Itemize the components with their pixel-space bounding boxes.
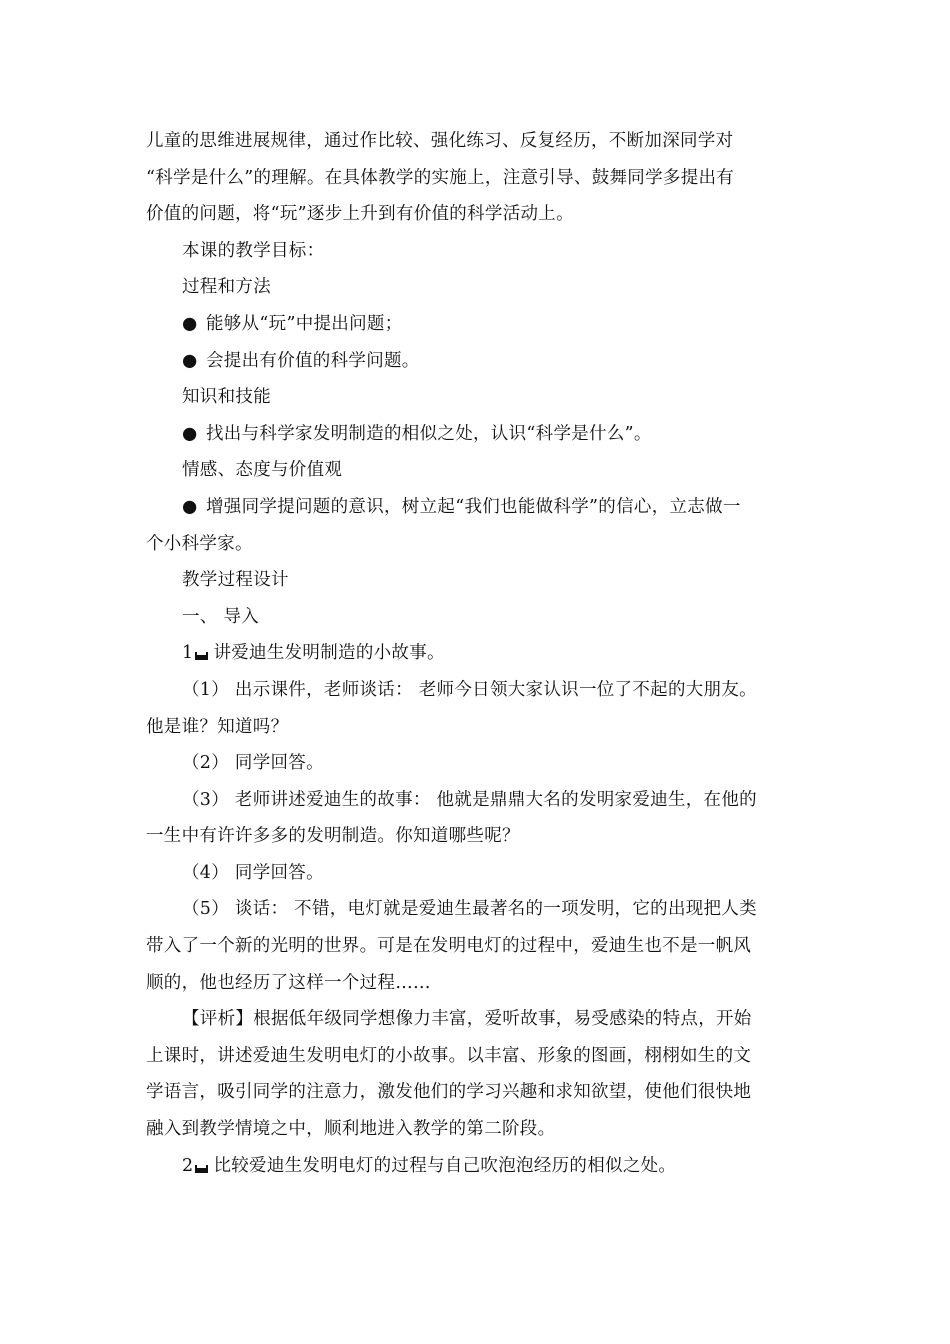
- commentary-line: 【评析】根据低年级同学想像力丰富，爱听故事，易受感染的特点，开始: [182, 1009, 752, 1030]
- bullet-icon: ●: [182, 496, 198, 517]
- commentary-line: 学语言，吸引同学的注意力，激发他们的学习兴趣和求知欲望，使他们很快地: [146, 1082, 752, 1103]
- paragraph-line: （4） 同学回答。: [182, 862, 324, 883]
- bullet-icon: ●: [182, 350, 198, 371]
- step-item: [146, 1148, 806, 1185]
- subheading-emotion-values: 情感、态度与价值观: [182, 460, 343, 481]
- bullet-item: [146, 416, 806, 453]
- subheading-process-methods: 过程和方法: [182, 277, 271, 298]
- section-heading-introduction: 一、 导入: [182, 606, 260, 627]
- blank-mark-icon: [195, 655, 208, 660]
- paragraph-line: （3） 老师讲述爱迪生的故事： 他就是鼎鼎大名的发明家爱迪生，在他的: [182, 789, 757, 810]
- document-body: [146, 123, 806, 1184]
- paragraph-line: 带入了一个新的光明的世界。可是在发明电灯的过程中，爱迪生也不是一帆风: [146, 936, 752, 957]
- paragraph-line: 他是谁？知道吗？: [146, 716, 289, 737]
- section-heading-teaching-process: 教学过程设计: [182, 570, 289, 591]
- bullet-text: 能够从“玩”中提出问题；: [206, 313, 403, 334]
- bullet-icon: ●: [182, 423, 198, 444]
- bullet-text: 增强同学提问题的意识，树立起“我们也能做科学”的信心，立志做一: [206, 496, 741, 517]
- paragraph-line: 一生中有许许多多的发明制造。你知道哪些呢？: [146, 826, 520, 847]
- step-item: [146, 635, 806, 672]
- paragraph-line: 个小科学家。: [146, 533, 253, 554]
- bullet-item: [146, 489, 806, 526]
- bullet-text: 会提出有价值的科学问题。: [206, 350, 420, 371]
- bullet-text: 找出与科学家发明制造的相似之处，认识“科学是什么”。: [206, 423, 652, 444]
- commentary-line: 上课时，讲述爱迪生发明电灯的小故事。以丰富、形象的图画，栩栩如生的文: [146, 1045, 752, 1066]
- commentary-line: 融入到教学情境之中，顺利地进入教学的第二阶段。: [146, 1119, 556, 1140]
- step-text: 讲爱迪生发明制造的小故事。: [213, 643, 445, 664]
- step-number: 2: [182, 1155, 194, 1176]
- step-text: 比较爱迪生发明电灯的过程与自己吹泡泡经历的相似之处。: [213, 1155, 677, 1176]
- step-number: 1: [182, 643, 194, 664]
- section-heading-objectives: 本课的教学目标：: [182, 240, 325, 261]
- paragraph-line: 儿童的思维进展规律，通过作比较、强化练习、反复经历，不断加深同学对: [146, 131, 734, 151]
- bullet-icon: ●: [182, 313, 198, 334]
- paragraph-line: 价值的问题，将“玩”逐步上升到有价值的科学活动上。: [146, 204, 574, 225]
- paragraph-line: （1） 出示课件，老师谈话： 老师今日领大家认识一位了不起的大朋友。: [182, 679, 757, 700]
- paragraph-line: 顺的，他也经历了这样一个过程……: [146, 972, 431, 993]
- paragraph-line: （2） 同学回答。: [182, 753, 324, 774]
- bullet-item: [146, 343, 806, 380]
- bullet-item: [146, 306, 806, 343]
- subheading-knowledge-skills: 知识和技能: [182, 387, 271, 408]
- blank-mark-icon: [195, 1168, 208, 1173]
- paragraph-line: （5） 谈话： 不错，电灯就是爱迪生最著名的一项发明，它的出现把人类: [182, 899, 757, 920]
- paragraph-line: “科学是什么”的理解。在具体教学的实施上，注意引导、鼓舞同学多提出有: [146, 167, 735, 188]
